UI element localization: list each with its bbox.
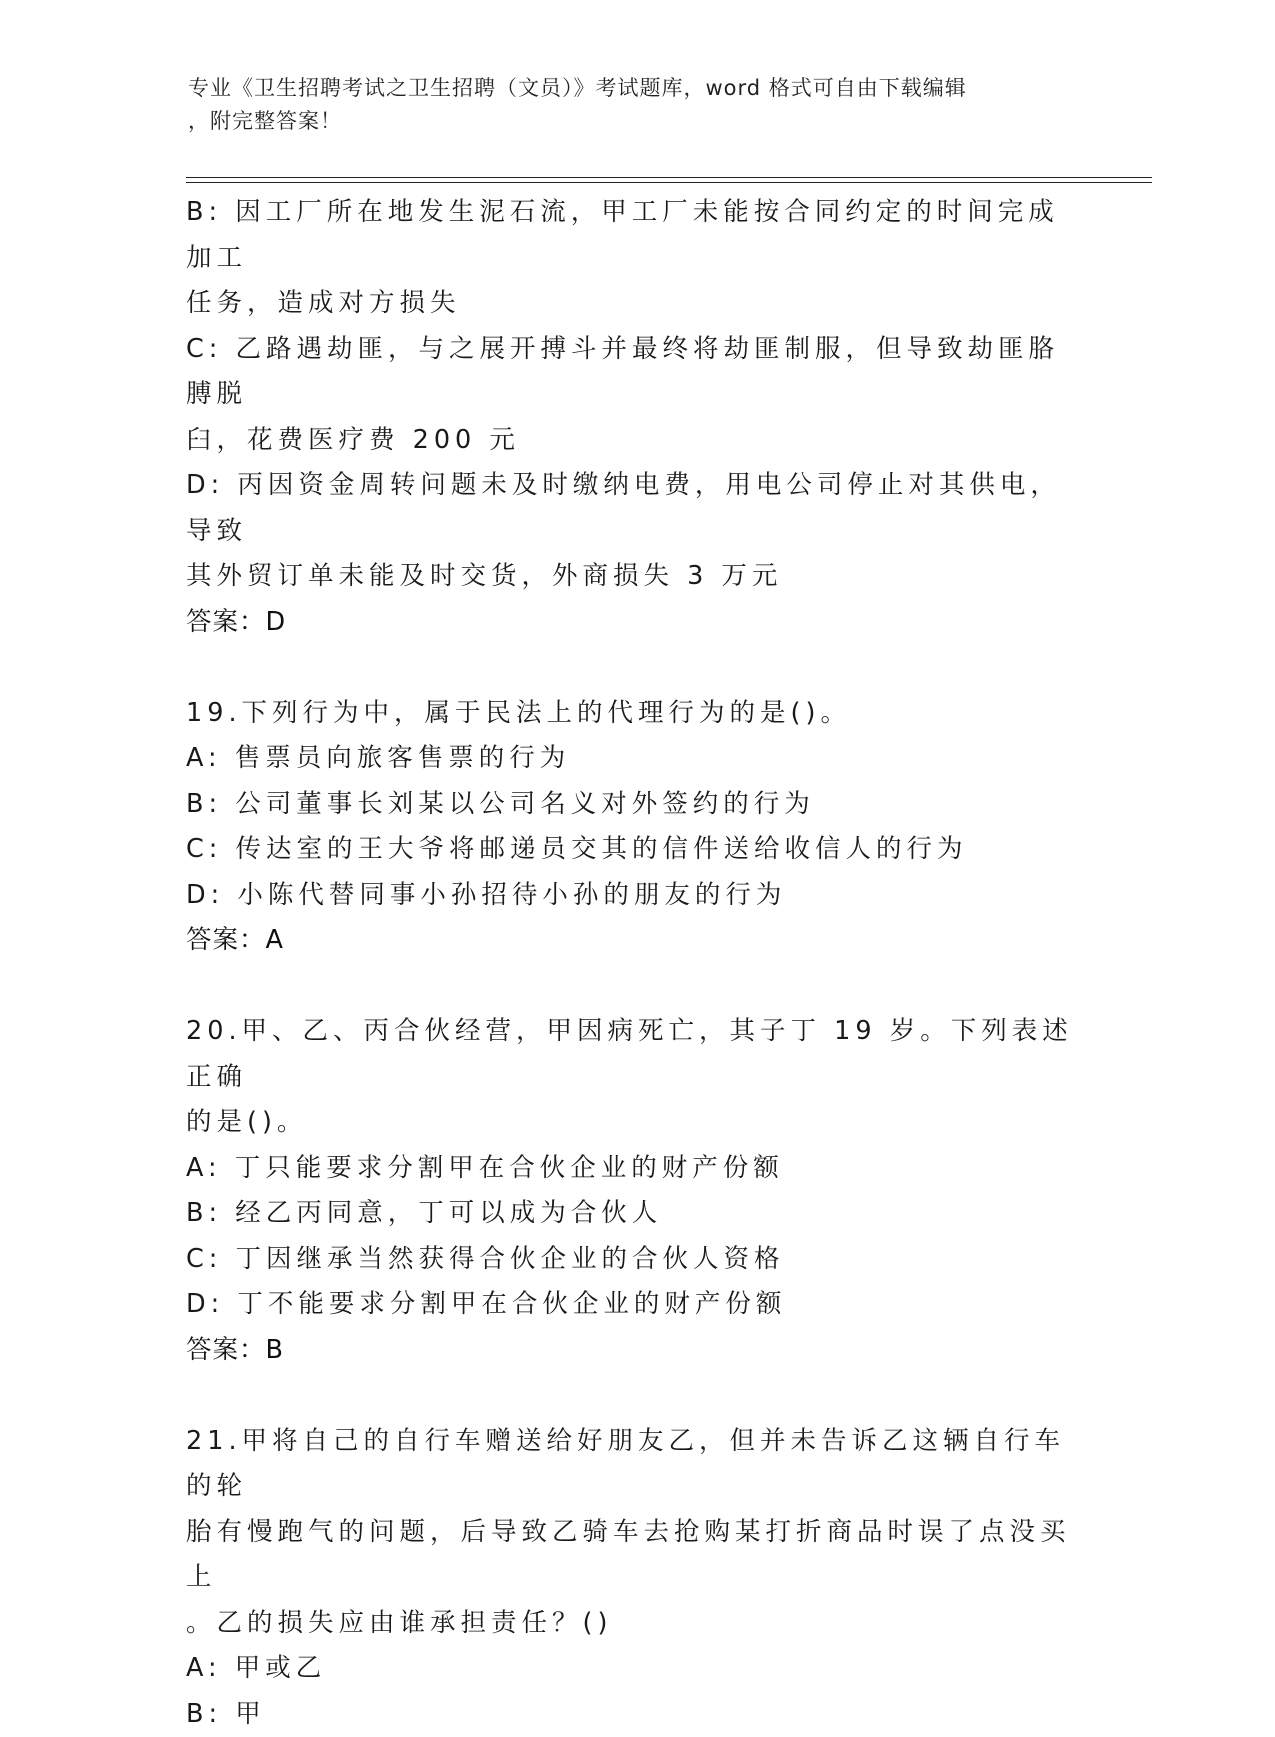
answer: 答案：A [186, 918, 1086, 964]
option-b-line1: B: 因工厂所在地发生泥石流，甲工厂未能按合同约定的时间完成加工 [186, 190, 1086, 281]
option-d: D: 小陈代替同事小孙招待小孙的朋友的行为 [186, 873, 1086, 919]
question-18 [186, 190, 1086, 645]
option-a: A: 丁只能要求分割甲在合伙企业的财产份额 [186, 1146, 1086, 1192]
option-a: A: 售票员向旅客售票的行为 [186, 736, 1086, 782]
question-stem-line3: 。乙的损失应由谁承担责任？() [186, 1601, 1086, 1647]
question-stem-line1: 20.甲、乙、丙合伙经营，甲因病死亡，其子丁 19 岁。下列表述正确 [186, 1009, 1086, 1100]
answer: 答案：D [186, 600, 1086, 646]
option-b-line2: 任务，造成对方损失 [186, 281, 1086, 327]
question-21 [186, 1419, 1086, 1737]
option-b: B: 甲 [186, 1692, 1086, 1737]
question-stem-line1: 21.甲将自己的自行车赠送给好朋友乙，但并未告诉乙这辆自行车的轮 [186, 1419, 1086, 1510]
question-19 [186, 691, 1086, 964]
page-header [188, 72, 1068, 138]
option-c: C: 丁因继承当然获得合伙企业的合伙人资格 [186, 1237, 1086, 1283]
question-stem-line2: 胎有慢跑气的问题，后导致乙骑车去抢购某打折商品时误了点没买上 [186, 1510, 1086, 1601]
option-c-line2: 臼，花费医疗费 200 元 [186, 418, 1086, 464]
option-a: A: 甲或乙 [186, 1646, 1086, 1692]
question-20 [186, 1009, 1086, 1373]
option-d: D: 丁不能要求分割甲在合伙企业的财产份额 [186, 1282, 1086, 1328]
question-stem-line2: 的是()。 [186, 1100, 1086, 1146]
spacer [186, 964, 1086, 1010]
option-d-line2: 其外贸订单未能及时交货，外商损失 3 万元 [186, 554, 1086, 600]
spacer [186, 645, 1086, 691]
option-c: C: 传达室的王大爷将邮递员交其的信件送给收信人的行为 [186, 827, 1086, 873]
header-title-line2: ，附完整答案！ [188, 105, 1068, 138]
option-d-line1: D: 丙因资金周转问题未及时缴纳电费，用电公司停止对其供电，导致 [186, 463, 1086, 554]
header-title-line1: 专业《卫生招聘考试之卫生招聘（文员）》考试题库，word 格式可自由下载编辑 [188, 72, 1068, 105]
option-b: B: 经乙丙同意，丁可以成为合伙人 [186, 1191, 1086, 1237]
spacer [186, 1373, 1086, 1419]
question-stem: 19.下列行为中，属于民法上的代理行为的是()。 [186, 691, 1086, 737]
option-c-line1: C: 乙路遇劫匪，与之展开搏斗并最终将劫匪制服，但导致劫匪胳膊脱 [186, 327, 1086, 418]
answer: 答案：B [186, 1328, 1086, 1374]
question-content [186, 190, 1086, 1737]
option-b: B: 公司董事长刘某以公司名义对外签约的行为 [186, 782, 1086, 828]
header-divider [186, 177, 1152, 183]
